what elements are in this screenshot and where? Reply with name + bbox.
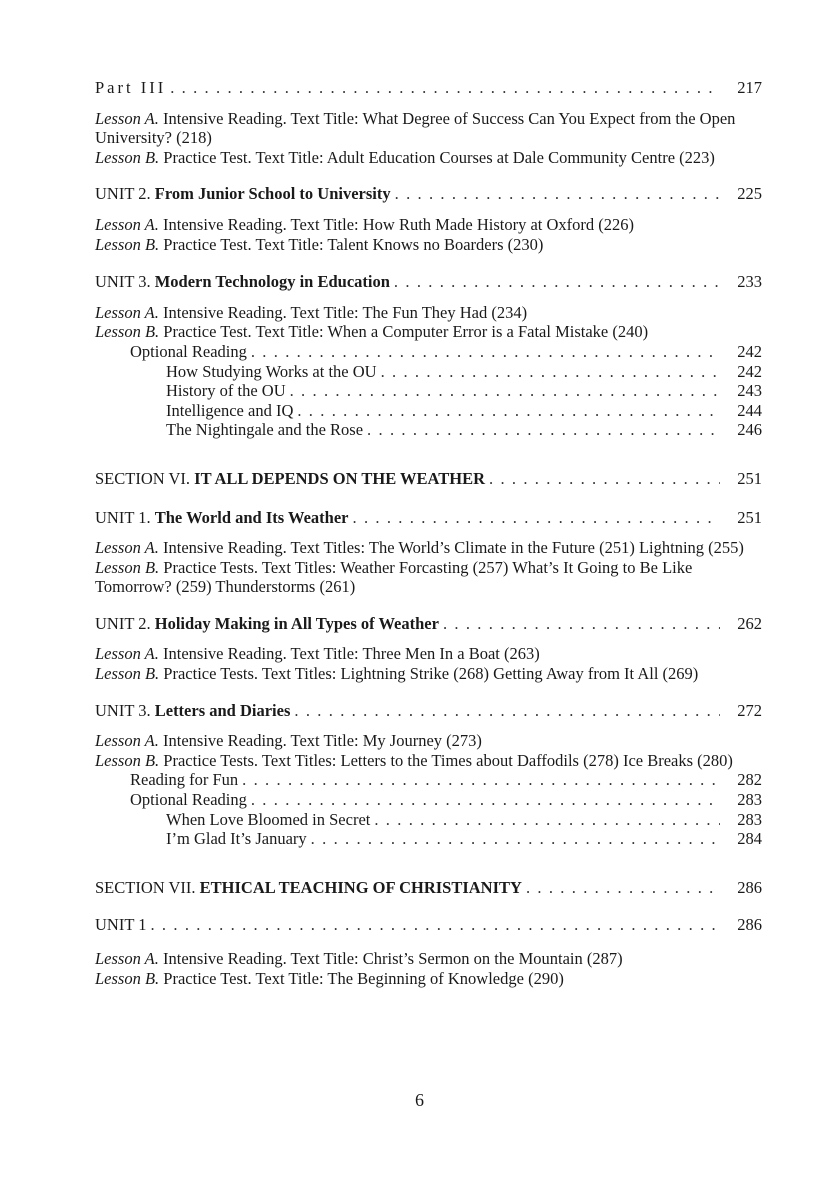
toc-entry-title: Intelligence and IQ [166,400,294,420]
toc-page-number: 233 [737,272,762,292]
toc-entry-title: History of the OU [166,381,286,401]
dot-leader [381,362,720,382]
toc-entry-section-7[interactable] [95,878,762,898]
toc-entry-unit-3[interactable] [95,272,762,292]
lesson-line: Lesson B. Practice Tests. Text Titles: Lightning Strike (268) Getting Away from It All (269) [95,664,699,684]
toc-entry-title: The Nightingale and the Rose [166,420,364,440]
toc-entry-part-3[interactable] [95,78,762,98]
dot-leader [395,184,720,204]
lesson-list [95,215,762,254]
dot-leader [526,878,720,898]
toc-entry-title: SECTION VI. IT ALL DEPENDS ON THE WEATHER [95,468,485,488]
toc-page-number: 251 [737,507,762,527]
toc-entry-reading-item[interactable] [95,420,762,440]
toc-entry-optional-reading[interactable] [95,790,762,810]
dot-leader [251,790,720,810]
lesson-line: Lesson B. Practice Test. Text Title: Adult Education Courses at Dale Community Centre (223) [95,147,715,167]
toc-entry-s6-unit-1[interactable] [95,508,762,528]
toc-entry-reading-item[interactable] [95,362,762,382]
toc-entry-title: UNIT 3. Modern Technology in Education [95,272,390,292]
toc-page-number: 242 [737,341,762,361]
table-of-contents [95,78,762,988]
lesson-list [95,109,762,168]
toc-page-number: 286 [737,877,762,897]
toc-entry-optional-reading[interactable] [95,342,762,362]
lesson-line: Lesson B. Practice Test. Text Title: The Beginning of Knowledge (290) [95,968,564,988]
dot-leader [251,342,720,362]
toc-entry-reading-item[interactable] [95,810,762,830]
toc-entry-title: UNIT 3. Letters and Diaries [95,700,291,720]
dot-leader [353,508,721,528]
lesson-line: Lesson A. Intensive Reading. Text Title: What Degree of Success Can You Expect from the Open University? (218) [95,108,736,148]
toc-page-number: 262 [737,613,762,633]
lesson-line: Lesson A. Intensive Reading. Text Title: My Journey (273) [95,731,482,751]
toc-entry-s6-unit-2[interactable] [95,614,762,634]
lesson-list [95,731,762,770]
toc-entry-title: SECTION VII. ETHICAL TEACHING OF CHRISTIANITY [95,877,522,897]
toc-entry-reading-item[interactable] [95,829,762,849]
lesson-list [95,303,762,342]
toc-entry-s6-unit-3[interactable] [95,701,762,721]
toc-entry-unit-2[interactable] [95,184,762,204]
toc-page-number: 286 [737,915,762,935]
toc-entry-title: I’m Glad It’s January [166,829,307,849]
lesson-line: Lesson A. Intensive Reading. Text Title: How Ruth Made History at Oxford (226) [95,214,635,234]
page-number: 6 [415,1090,424,1110]
lesson-line: Lesson B. Practice Test. Text Title: When a Computer Error is a Fatal Mistake (240) [95,322,649,342]
toc-page-number: 225 [737,184,762,204]
toc-page-number: 246 [737,420,762,440]
toc-entry-title: UNIT 1. The World and Its Weather [95,507,349,527]
dot-leader [443,614,720,634]
lesson-list [95,949,762,988]
toc-page-number: 283 [737,809,762,829]
dot-leader [394,272,720,292]
toc-page-number: 251 [737,468,762,488]
toc-page-number: 272 [737,700,762,720]
toc-entry-section-6[interactable] [95,469,762,489]
lesson-line: Lesson A. Intensive Reading. Text Title: Christ’s Sermon on the Mountain (287) [95,949,623,968]
toc-entry-title: UNIT 1 [95,915,147,935]
toc-entry-title: Part III [95,78,167,97]
dot-leader [311,829,720,849]
dot-leader [367,420,720,440]
toc-entry-reading-item[interactable] [95,401,762,421]
toc-page-number: 282 [737,770,762,790]
toc-page-number: 243 [737,381,762,401]
toc-entry-s7-unit-1[interactable] [95,915,762,935]
lesson-line: Lesson A. Intensive Reading. Text Title: Three Men In a Boat (263) [95,644,540,664]
lesson-line: Lesson B. Practice Tests. Text Titles: Letters to the Times about Daffodils (278) Ice Breaks (280) [95,750,733,770]
toc-entry-title: Optional Reading [130,790,247,810]
dot-leader [170,78,720,98]
dot-leader [374,810,720,830]
lesson-line: Lesson B. Practice Tests. Text Titles: Weather Forcasting (257) What’s It Going to Be Like Tomorrow? (259) Thunderstorms (261) [95,557,693,597]
toc-entry-title: Reading for Fun [130,770,239,790]
dot-leader [290,381,720,401]
toc-entry-title: When Love Bloomed in Secret [166,809,371,829]
toc-entry-title: UNIT 2. Holiday Making in All Types of Weather [95,613,439,633]
toc-page-number: 217 [737,78,762,97]
lesson-line: Lesson A. Intensive Reading. Text Titles: The World’s Climate in the Future (251) Lightning (255) [95,538,744,558]
toc-page-number: 242 [737,361,762,381]
toc-page-number: 283 [737,790,762,810]
toc-page-number: 244 [737,400,762,420]
dot-leader [242,770,720,790]
lesson-list [95,538,762,597]
toc-entry-title: Optional Reading [130,341,247,361]
toc-entry-reading-item[interactable] [95,381,762,401]
toc-page-number: 284 [737,829,762,849]
lesson-list [95,644,762,683]
toc-entry-title: How Studying Works at the OU [166,361,377,381]
dot-leader [297,401,720,421]
lesson-line: Lesson B. Practice Test. Text Title: Talent Knows no Boarders (230) [95,234,544,254]
lesson-line: Lesson A. Intensive Reading. Text Title: The Fun They Had (234) [95,302,528,322]
toc-entry-reading-for-fun[interactable] [95,770,762,790]
toc-entry-title: UNIT 2. From Junior School to University [95,184,391,204]
dot-leader [294,701,720,721]
dot-leader [150,915,720,935]
dot-leader [489,469,720,489]
